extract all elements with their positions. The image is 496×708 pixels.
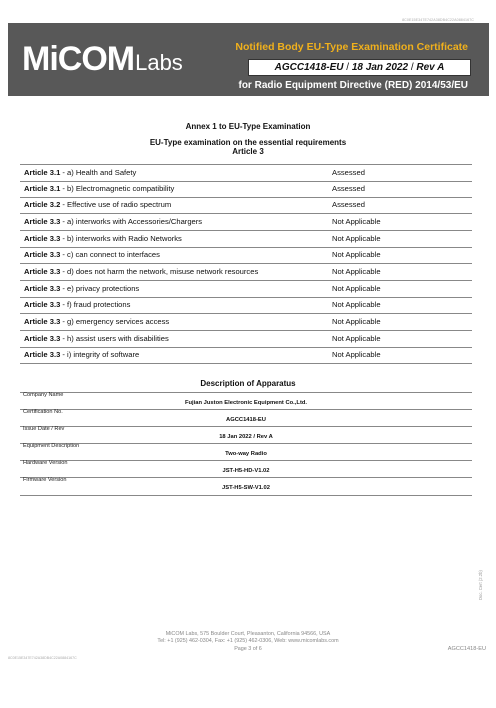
table-row xyxy=(20,331,472,348)
article-description: - b) Electromagnetic compatibility xyxy=(60,184,175,193)
document-side-note: Doc. Cert (2.2b) xyxy=(478,570,483,600)
table-row xyxy=(20,409,472,427)
article-number: Article 3.3 xyxy=(24,267,61,276)
article-description: - h) assist users with disabilities xyxy=(60,334,169,343)
document-hash-bottom: 8C0E15E347E742A38DB4C22A0884167C xyxy=(8,656,77,660)
table-row xyxy=(20,426,472,444)
micom-labs-logo xyxy=(22,40,183,79)
table-row xyxy=(20,392,472,410)
article-status: Not Applicable xyxy=(332,217,381,226)
article-description: - i) integrity of software xyxy=(60,350,140,359)
article-status: Not Applicable xyxy=(332,334,381,343)
apparatus-value: Two-way Radio xyxy=(225,451,267,457)
article-number: Article 3.3 xyxy=(24,217,61,226)
article-subtitle: Article 3 xyxy=(232,147,264,156)
apparatus-label: Company Name xyxy=(23,392,64,398)
article-status: Not Applicable xyxy=(332,317,381,326)
directive-line: for Radio Equipment Directive (RED) 2014/53/EU xyxy=(238,80,468,91)
article-description: - a) Health and Safety xyxy=(60,168,137,177)
article-number: Article 3.1 xyxy=(24,184,61,193)
article-status: Assessed xyxy=(332,200,365,209)
apparatus-value: Fujian Juston Electronic Equipment Co.,Ltd. xyxy=(184,400,308,406)
apparatus-value: 18 Jan 2022 / Rev A xyxy=(219,434,273,440)
footer-page-number: Page 3 of 6 xyxy=(234,646,262,652)
article-description: - c) can connect to interfaces xyxy=(60,250,160,259)
table-row xyxy=(20,181,472,198)
article-number: Article 3.2 xyxy=(24,200,61,209)
apparatus-title: Description of Apparatus xyxy=(200,379,296,388)
apparatus-value: AGCC1418-EU xyxy=(226,417,266,423)
table-row xyxy=(20,164,472,182)
certificate-date: 18 Jan 2022 xyxy=(351,62,409,73)
article-status: Not Applicable xyxy=(332,284,381,293)
annex-title: Annex 1 to EU-Type Examination xyxy=(185,122,311,131)
article-status: Not Applicable xyxy=(332,234,381,243)
article-status: Not Applicable xyxy=(332,250,381,259)
article-number: Article 3.3 xyxy=(24,350,61,359)
apparatus-label: Equipment Description xyxy=(23,443,80,449)
table-row xyxy=(20,297,472,314)
article-description: - e) privacy protections xyxy=(60,284,140,293)
table-row xyxy=(20,460,472,478)
requirements-subtitle: EU-Type examination on the essential requirements xyxy=(149,138,347,147)
apparatus-label: Hardware Version xyxy=(23,460,68,466)
article-description: - g) emergency services access xyxy=(60,317,170,326)
table-row xyxy=(20,477,472,496)
article-description: - a) interworks with Accessories/Chargers xyxy=(60,217,203,226)
certificate-number-box: AGCC1418-EU / 18 Jan 2022 / Rev A xyxy=(248,59,471,76)
logo-main-text: MiCOM xyxy=(22,40,135,78)
article-description: - Effective use of radio spectrum xyxy=(60,200,172,209)
table-row xyxy=(20,443,472,461)
article-number: Article 3.3 xyxy=(24,317,61,326)
footer-certificate-code: AGCC1418-EU xyxy=(447,646,486,652)
article-number: Article 3.1 xyxy=(24,168,61,177)
certificate-title: Notified Body EU-Type Examination Certificate xyxy=(235,41,468,53)
article-description: - b) interworks with Radio Networks xyxy=(60,234,182,243)
apparatus-label: Firmware Version xyxy=(23,477,67,483)
footer-address: MiCOM Labs, 575 Boulder Court, Pleasanton, California 94566, USA xyxy=(165,631,331,637)
logo-labs-text: Labs xyxy=(135,50,183,75)
article-number: Article 3.3 xyxy=(24,284,61,293)
table-row xyxy=(20,214,472,231)
article-number: Article 3.3 xyxy=(24,234,61,243)
table-row xyxy=(20,314,472,331)
article-status: Assessed xyxy=(332,168,365,177)
article-status: Assessed xyxy=(332,184,365,193)
article-status: Not Applicable xyxy=(332,350,381,359)
article-number: Article 3.3 xyxy=(24,300,61,309)
table-row xyxy=(20,347,472,364)
certificate-number: AGCC1418-EU xyxy=(274,62,344,73)
table-row xyxy=(20,197,472,214)
certificate-rev: Rev A xyxy=(416,62,445,73)
table-row xyxy=(20,247,472,264)
document-hash-top: 8C0E15E347E742A38DB4C22A0884167C xyxy=(402,18,474,22)
apparatus-label: Certification No. xyxy=(23,409,63,415)
article-number: Article 3.3 xyxy=(24,334,61,343)
apparatus-value: JST-H5-HD-V1.02 xyxy=(222,468,270,474)
table-row xyxy=(20,231,472,248)
article-status: Not Applicable xyxy=(332,300,381,309)
footer-contact: Tel: +1 (925) 462-0304, Fax: +1 (925) 462-0306, Web: www.micomlabs.com xyxy=(157,638,339,644)
apparatus-value: JST-H5-SW-V1.02 xyxy=(222,485,270,491)
table-row xyxy=(20,281,472,298)
article-number: Article 3.3 xyxy=(24,250,61,259)
article-description: - d) does not harm the network, misuse network resources xyxy=(60,267,259,276)
article-description: - f) fraud protections xyxy=(60,300,131,309)
table-row xyxy=(20,264,472,281)
article-status: Not Applicable xyxy=(332,267,381,276)
apparatus-label: Issue Date / Rev xyxy=(23,426,65,432)
